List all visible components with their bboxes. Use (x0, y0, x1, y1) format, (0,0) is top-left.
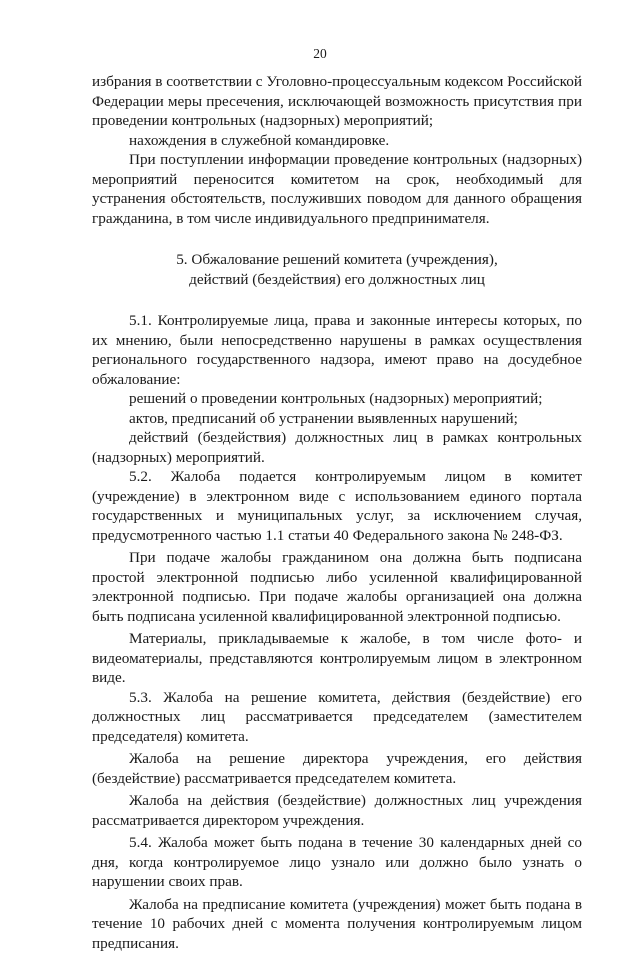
section-heading (92, 250, 582, 289)
paragraph: Жалоба на предписание комитета (учреждения) может быть подана в течение 10 рабочих дней с момента получения контролируемым лицом предписания. (92, 895, 582, 953)
paragraph: Жалоба на действия (бездействие) должностных лиц учреждения рассматривается директором учреждения. (92, 791, 582, 830)
paragraph: 5.3. Жалоба на решение комитета, действия (бездействие) его должностных лиц рассматривается председателем (заместителем председателя) комитета. (92, 688, 582, 747)
paragraph: 5.1. Контролируемые лица, права и законные интересы которых, по их мнению, были непосредственно нарушены в рамках осуществления регионального государственного надзора, имеют право на досудебное обжалование: (92, 311, 582, 389)
paragraph: 5.4. Жалоба может быть подана в течение 30 календарных дней со дня, когда контролируемое лицо узнало или должно было узнать о нарушении своих прав. (92, 833, 582, 892)
document-body (92, 72, 582, 953)
list-item: решений о проведении контрольных (надзорных) мероприятий; (92, 389, 582, 409)
list-item: действий (бездействия) должностных лиц в рамках контрольных (надзорных) мероприятий. (92, 428, 582, 467)
section-heading-line: 5. Обжалование решений комитета (учреждения), (92, 250, 582, 270)
paragraph: 5.2. Жалоба подается контролируемым лицом в комитет (учреждение) в электронном виде с использованием единого портала государственных и муниципальных услуг, за исключением случая, предусмотренного частью 1.1 статьи 40 Федерального закона № 248-ФЗ. (92, 467, 582, 545)
list-item: актов, предписаний об устранении выявленных нарушений; (92, 409, 582, 429)
paragraph: При поступлении информации проведение контрольных (надзорных) мероприятий переносится комитетом на срок, необходимый для устранения обстоятельств, послуживших поводом для данного обращения гражданина, в том числе индивидуального предпринимателя. (92, 150, 582, 228)
paragraph: избрания в соответствии с Уголовно-процессуальным кодексом Российской Федерации меры пресечения, исключающей возможность присутствия при проведении контрольных (надзорных) мероприятий; (92, 72, 582, 131)
paragraph: нахождения в служебной командировке. (92, 131, 582, 151)
section-heading-line: действий (бездействия) его должностных лиц (92, 270, 582, 290)
paragraph: Жалоба на решение директора учреждения, его действия (бездействие) рассматривается председателем комитета. (92, 749, 582, 788)
paragraph: При подаче жалобы гражданином она должна быть подписана простой электронной подписью либо усиленной квалифицированной электронной подписью. При подаче жалобы организацией она должна быть подписана усиленной квалифицированной электронной подписью. (92, 548, 582, 626)
paragraph: Материалы, прикладываемые к жалобе, в том числе фото- и видеоматериалы, представляются контролируемым лицом в электронном виде. (92, 629, 582, 688)
page-number: 20 (0, 44, 640, 64)
